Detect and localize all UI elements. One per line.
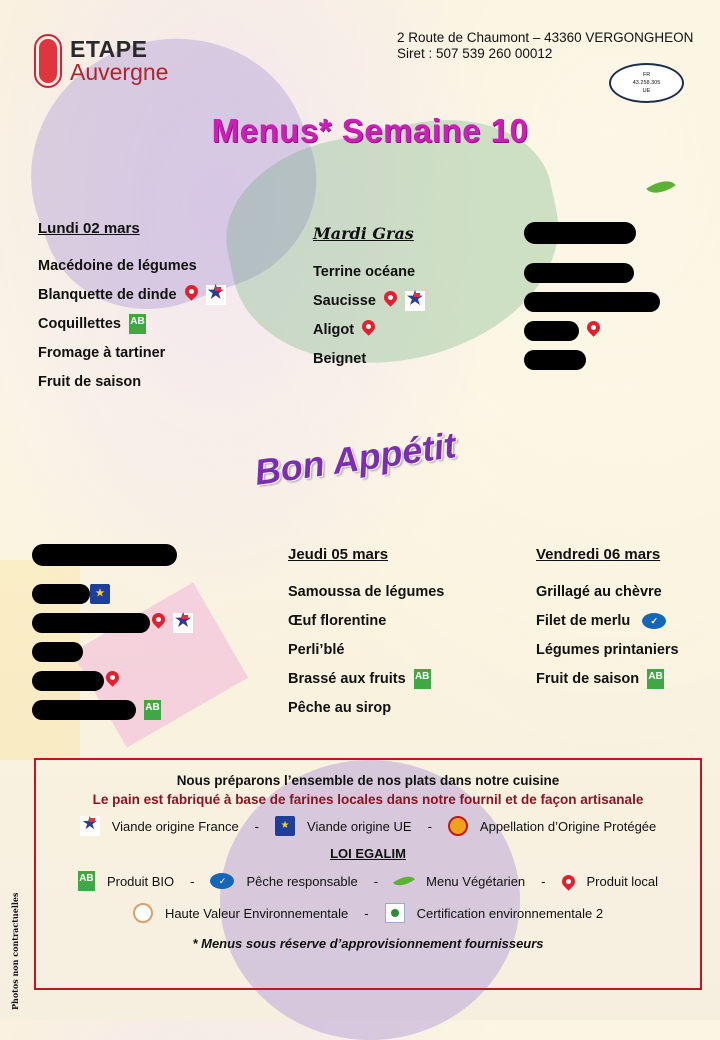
legend-origin bbox=[36, 816, 700, 836]
redacted-item bbox=[524, 263, 634, 283]
address-block bbox=[397, 30, 693, 62]
menu-item bbox=[524, 287, 660, 316]
item-label: Coquillettes bbox=[38, 315, 121, 332]
menu-item bbox=[38, 309, 226, 338]
redacted-title bbox=[32, 544, 177, 566]
organic-ab-icon: AB bbox=[647, 669, 664, 689]
menu-item bbox=[38, 251, 226, 280]
local-pin-icon bbox=[584, 318, 602, 336]
logo-line2: Auvergne bbox=[70, 59, 169, 85]
menu-item bbox=[32, 666, 193, 695]
redacted-title bbox=[524, 222, 636, 244]
responsible-fishing-icon: ✓ bbox=[642, 613, 666, 629]
item-label: Terrine océane bbox=[313, 263, 416, 280]
france-meat-icon bbox=[80, 816, 100, 836]
egalim-title: LOI EGALIM bbox=[330, 846, 406, 861]
item-label: Fruit de saison bbox=[536, 670, 640, 687]
item-label: Perli’blé bbox=[288, 641, 345, 658]
menu-item bbox=[32, 608, 193, 637]
ce2-icon bbox=[385, 903, 405, 923]
item-label: Saucisse bbox=[313, 292, 376, 309]
legend-label: Pêche responsable bbox=[246, 873, 358, 889]
eu-meat-icon: ★ bbox=[90, 584, 110, 604]
item-label: Légumes printaniers bbox=[536, 641, 679, 658]
item-label: Œuf florentine bbox=[288, 612, 387, 629]
info-box bbox=[34, 758, 702, 990]
badge-line3: UE bbox=[642, 88, 651, 94]
logo bbox=[34, 34, 168, 88]
day-friday bbox=[536, 546, 679, 693]
item-label: Filet de merlu bbox=[536, 612, 631, 629]
item-label: Aligot bbox=[313, 321, 355, 338]
menu-item bbox=[313, 344, 425, 373]
menu-item bbox=[313, 315, 425, 344]
redacted-item bbox=[524, 350, 586, 370]
menu-item bbox=[288, 635, 444, 664]
separator: - bbox=[373, 873, 379, 889]
day-redacted-1 bbox=[524, 222, 660, 374]
separator: - bbox=[190, 873, 195, 889]
redacted-item bbox=[524, 292, 660, 312]
address: 2 Route de Chaumont – 43360 VERGONGHEON bbox=[397, 30, 694, 45]
menu-item bbox=[536, 606, 679, 635]
logo-icon bbox=[34, 34, 62, 88]
legend-egalim bbox=[36, 871, 700, 891]
redacted-item bbox=[32, 700, 136, 720]
menu-item bbox=[288, 693, 444, 722]
item-label: Grillagé au chèvre bbox=[536, 583, 662, 600]
kitchen-statement: Nous préparons l’ensemble de nos plats dans notre cuisine bbox=[176, 773, 560, 788]
menu-item bbox=[536, 635, 679, 664]
legend-label: Produit local bbox=[586, 873, 659, 889]
sanitary-badge bbox=[609, 63, 684, 103]
vegetarian-leaf-icon bbox=[393, 871, 415, 891]
day-thursday bbox=[288, 546, 444, 722]
supply-note: * Menus sous réserve d’approvisionnement fournisseurs bbox=[192, 936, 544, 951]
legend-label: Haute Valeur Environnementale bbox=[164, 905, 349, 921]
aop-icon bbox=[448, 816, 468, 836]
separator: - bbox=[427, 818, 432, 834]
menu-item bbox=[288, 577, 444, 606]
item-label: Fromage à tartiner bbox=[38, 344, 166, 361]
menu-item bbox=[38, 338, 226, 367]
menu-item bbox=[38, 280, 226, 309]
day-title: Lundi 02 mars bbox=[38, 220, 140, 237]
responsible-fishing-icon: ✓ bbox=[210, 873, 234, 889]
day-tuesday bbox=[313, 224, 425, 373]
legend-env bbox=[36, 903, 700, 923]
hve-icon bbox=[133, 903, 153, 923]
separator: - bbox=[254, 818, 260, 834]
local-pin-icon bbox=[381, 288, 399, 306]
redacted-item bbox=[32, 671, 104, 691]
badge-line2: 43.258.305 bbox=[632, 80, 661, 86]
legend-label: Viande origine France bbox=[111, 818, 239, 834]
organic-ab-icon: AB bbox=[129, 314, 146, 334]
bon-appetit-heading: Bon Appétit bbox=[252, 424, 459, 493]
logo-line1: ETAPE bbox=[70, 36, 148, 62]
day-title: Jeudi 05 mars bbox=[288, 546, 389, 563]
legend-label: Viande origine UE bbox=[307, 818, 412, 834]
menu-item bbox=[524, 345, 660, 374]
item-label: Beignet bbox=[313, 350, 367, 367]
item-label: Fruit de saison bbox=[38, 373, 142, 390]
menu-item bbox=[32, 695, 193, 724]
redacted-item bbox=[32, 584, 90, 604]
separator: - bbox=[541, 873, 546, 889]
local-pin-icon bbox=[359, 317, 377, 335]
eu-meat-icon: ★ bbox=[275, 816, 295, 836]
menu-item bbox=[288, 664, 444, 693]
side-note: Photos non contractuelles bbox=[10, 892, 20, 1010]
local-pin-icon bbox=[103, 668, 121, 686]
item-label: Pêche au sirop bbox=[288, 699, 392, 716]
item-label: Blanquette de dinde bbox=[38, 286, 177, 303]
menu-item bbox=[313, 257, 425, 286]
organic-ab-icon: AB bbox=[78, 871, 95, 891]
menu-item bbox=[536, 664, 679, 693]
day-redacted-2 bbox=[32, 544, 193, 724]
page-title: Menus* Semaine 10 bbox=[211, 112, 529, 149]
menu-item bbox=[38, 367, 226, 396]
organic-ab-icon: AB bbox=[414, 669, 431, 689]
bread-statement: Le pain est fabriqué à base de farines locales dans notre fournil et de façon artisanale bbox=[92, 792, 644, 807]
siret: Siret : 507 539 260 00012 bbox=[397, 46, 553, 61]
separator: - bbox=[364, 905, 369, 921]
day-title: Mardi Gras bbox=[313, 224, 414, 243]
day-title: Vendredi 06 mars bbox=[536, 546, 661, 563]
vegetarian-leaf-icon bbox=[646, 174, 675, 200]
france-meat-icon bbox=[173, 613, 193, 633]
legend-label: Produit BIO bbox=[106, 873, 175, 889]
menu-item bbox=[524, 316, 660, 345]
local-pin-icon bbox=[149, 610, 167, 628]
item-label: Brassé aux fruits bbox=[288, 670, 406, 687]
day-monday bbox=[38, 220, 226, 396]
menu-item bbox=[524, 258, 660, 287]
menu-item bbox=[536, 577, 679, 606]
france-meat-icon bbox=[405, 291, 425, 311]
legend-label: Menu Végétarien bbox=[426, 873, 526, 889]
item-label: Samoussa de légumes bbox=[288, 583, 445, 600]
redacted-item bbox=[524, 321, 579, 341]
menu-item bbox=[32, 637, 193, 666]
menu-item bbox=[313, 286, 425, 315]
redacted-item bbox=[32, 613, 150, 633]
france-meat-icon bbox=[206, 285, 226, 305]
badge-line1: FR bbox=[642, 72, 651, 78]
legend-label: Certification environnementale 2 bbox=[416, 905, 604, 921]
local-pin-icon bbox=[559, 872, 577, 890]
local-pin-icon bbox=[182, 282, 200, 300]
redacted-item bbox=[32, 642, 83, 662]
menu-item bbox=[32, 579, 193, 608]
menu-item bbox=[288, 606, 444, 635]
legend-label: Appellation d’Origine Protégée bbox=[479, 818, 657, 834]
organic-ab-icon: AB bbox=[144, 700, 161, 720]
item-label: Macédoine de légumes bbox=[38, 257, 197, 274]
